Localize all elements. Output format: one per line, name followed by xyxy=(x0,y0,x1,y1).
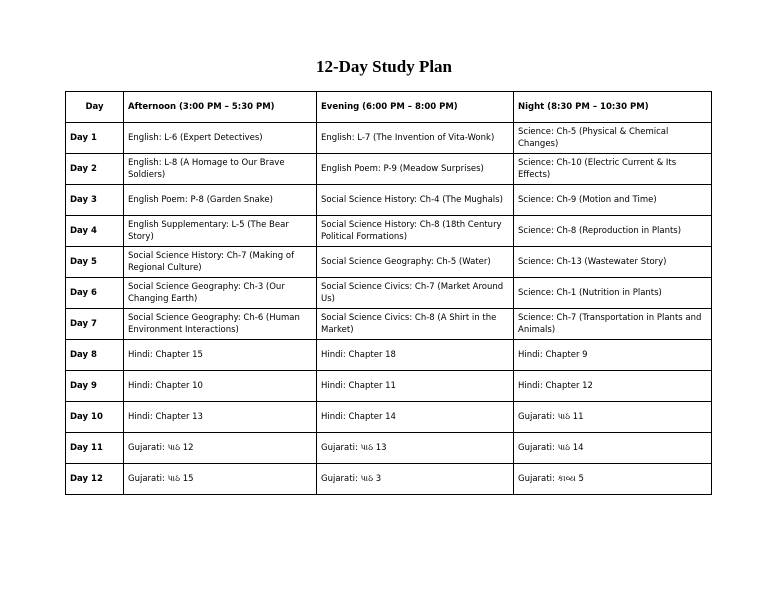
evening-cell: English: L-7 (The Invention of Vita-Wonk) xyxy=(317,123,514,154)
table-row xyxy=(66,185,712,216)
evening-cell: Social Science Civics: Ch-8 (A Shirt in the Market) xyxy=(317,309,514,340)
afternoon-cell: Social Science Geography: Ch-3 (Our Changing Earth) xyxy=(124,278,317,309)
day-cell: Day 8 xyxy=(66,340,124,371)
evening-cell: Social Science History: Ch-4 (The Mughals) xyxy=(317,185,514,216)
night-cell: Science: Ch-7 (Transportation in Plants and Animals) xyxy=(514,309,712,340)
night-cell: Science: Ch-1 (Nutrition in Plants) xyxy=(514,278,712,309)
evening-cell: Social Science History: Ch-8 (18th Century Political Formations) xyxy=(317,216,514,247)
table-row xyxy=(66,278,712,309)
table-row xyxy=(66,309,712,340)
night-cell: Science: Ch-5 (Physical & Chemical Changes) xyxy=(514,123,712,154)
table-row xyxy=(66,464,712,495)
day-cell: Day 9 xyxy=(66,371,124,402)
day-cell: Day 11 xyxy=(66,433,124,464)
night-cell: Science: Ch-10 (Electric Current & Its Effects) xyxy=(514,154,712,185)
afternoon-cell: Gujarati: પાઠ 12 xyxy=(124,433,317,464)
day-cell: Day 7 xyxy=(66,309,124,340)
table-row xyxy=(66,371,712,402)
table-row xyxy=(66,247,712,278)
page-title: 12-Day Study Plan xyxy=(315,57,453,76)
night-cell: Science: Ch-8 (Reproduction in Plants) xyxy=(514,216,712,247)
afternoon-cell: Hindi: Chapter 15 xyxy=(124,340,317,371)
evening-cell: Gujarati: પાઠ 13 xyxy=(317,433,514,464)
day-cell: Day 10 xyxy=(66,402,124,433)
afternoon-cell: Hindi: Chapter 10 xyxy=(124,371,317,402)
day-cell: Day 2 xyxy=(66,154,124,185)
afternoon-cell: Gujarati: પાઠ 15 xyxy=(124,464,317,495)
evening-cell: Hindi: Chapter 18 xyxy=(317,340,514,371)
afternoon-cell: English: L-8 (A Homage to Our Brave Soldiers) xyxy=(124,154,317,185)
afternoon-cell: English Poem: P-8 (Garden Snake) xyxy=(124,185,317,216)
table-row xyxy=(66,402,712,433)
table-row xyxy=(66,123,712,154)
day-cell: Day 6 xyxy=(66,278,124,309)
afternoon-cell: English: L-6 (Expert Detectives) xyxy=(124,123,317,154)
afternoon-cell: Social Science History: Ch-7 (Making of Regional Culture) xyxy=(124,247,317,278)
day-cell: Day 1 xyxy=(66,123,124,154)
night-cell: Science: Ch-9 (Motion and Time) xyxy=(514,185,712,216)
table-header-row xyxy=(66,92,712,123)
table-row xyxy=(66,154,712,185)
header-day: Day xyxy=(66,92,124,123)
evening-cell: Hindi: Chapter 14 xyxy=(317,402,514,433)
header-night: Night (8:30 PM – 10:30 PM) xyxy=(514,92,712,123)
night-cell: Gujarati: પાઠ 14 xyxy=(514,433,712,464)
day-cell: Day 12 xyxy=(66,464,124,495)
night-cell: Gujarati: કાવ્ય 5 xyxy=(514,464,712,495)
day-cell: Day 5 xyxy=(66,247,124,278)
night-cell: Hindi: Chapter 12 xyxy=(514,371,712,402)
afternoon-cell: English Supplementary: L-5 (The Bear Story) xyxy=(124,216,317,247)
header-evening: Evening (6:00 PM – 8:00 PM) xyxy=(317,92,514,123)
day-cell: Day 3 xyxy=(66,185,124,216)
evening-cell: Hindi: Chapter 11 xyxy=(317,371,514,402)
table-row xyxy=(66,433,712,464)
night-cell: Hindi: Chapter 9 xyxy=(514,340,712,371)
table-row xyxy=(66,340,712,371)
afternoon-cell: Social Science Geography: Ch-6 (Human Environment Interactions) xyxy=(124,309,317,340)
evening-cell: Gujarati: પાઠ 3 xyxy=(317,464,514,495)
day-cell: Day 4 xyxy=(66,216,124,247)
afternoon-cell: Hindi: Chapter 13 xyxy=(124,402,317,433)
header-afternoon: Afternoon (3:00 PM – 5:30 PM) xyxy=(124,92,317,123)
night-cell: Gujarati: પાઠ 11 xyxy=(514,402,712,433)
evening-cell: English Poem: P-9 (Meadow Surprises) xyxy=(317,154,514,185)
night-cell: Science: Ch-13 (Wastewater Story) xyxy=(514,247,712,278)
evening-cell: Social Science Geography: Ch-5 (Water) xyxy=(317,247,514,278)
table-row xyxy=(66,216,712,247)
evening-cell: Social Science Civics: Ch-7 (Market Around Us) xyxy=(317,278,514,309)
study-plan-table xyxy=(65,91,712,495)
